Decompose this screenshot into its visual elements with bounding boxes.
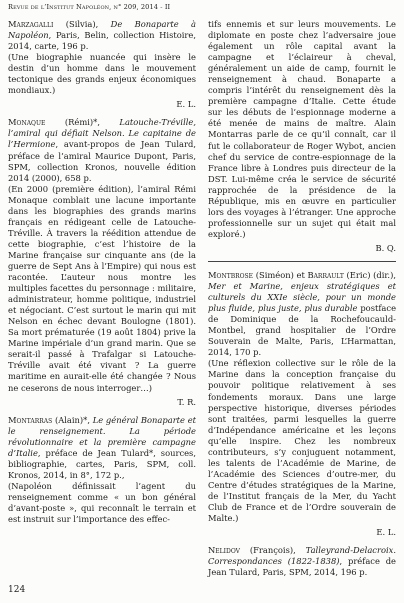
- review-entry-monaque: [8, 117, 196, 407]
- review-text: (Une réflexion collective sur le rôle de la Marine dans la conception française du pouvoir politique relativement à ses fondements moraux. Dans une large perspective historique, diverses périodes sont traitées, parmi lesquelles la guerre d’Indépendance américaine et les leçons qu’elle inspire. Chez les nombreux contributeurs, s’y conjuguent notamment, les talents de l’Académie de Marine, de l’Académie des Sciences d’outre-mer, du Centre d’études stratégiques de la Marine, de l’Institut français de la Mer, du Yacht Club de France et de l’Ordre souverain de Malte.): [208, 358, 396, 524]
- author-name: Nelidov: [208, 545, 240, 556]
- review-entry-montarras: [8, 415, 196, 525]
- entry-citation: [208, 545, 396, 578]
- co-author-first-name: (Eric) (dir.),: [346, 269, 396, 280]
- author-name: Marzagalli: [8, 19, 54, 29]
- entry-citation: [8, 19, 196, 52]
- book-title: Mer et Marine, enjeux stratégiques et culturels du XXIe siècle, pour un monde plus fluide, plus juste, plus durable: [208, 281, 396, 314]
- author-first-name: (Alain)*,: [54, 414, 90, 425]
- left-column: [8, 19, 196, 525]
- book-title: De Bonaparte à Napoléon: [8, 19, 197, 41]
- reviewer-signature: E. L.: [176, 99, 196, 110]
- review-entry-montbrose: [208, 270, 396, 538]
- co-author-name: Barrault: [307, 269, 344, 280]
- right-column: [208, 19, 396, 578]
- section-divider: [208, 261, 396, 262]
- entry-citation: [208, 270, 396, 358]
- author-name: Monaque: [8, 117, 46, 128]
- review-text: (Napoléon définissait l’agent du renseignement comme « un bon général d’avant-poste », qui reconnaît le terrain et est instruit sur l’importance des effec-: [8, 480, 196, 525]
- running-header: [8, 3, 398, 11]
- book-title: Latouche-Tréville, l’amiral qui défiait Nelson. Le capitaine de l’Hermione: [8, 117, 196, 150]
- page-number: 124: [8, 585, 26, 595]
- publication-details: , préface de Jean Tulard, Paris, SPM, 2014, 196 p.: [208, 556, 396, 578]
- review-text: (En 2000 (première édition), l’amiral Rémi Monaque comblait une lacune importante dans les biographies des grands marins français en rédigeant celle de Latouche-Tréville. À travers la réédition attendue de cette biographie, c’est l’histoire de la Marine française sur cinquante ans (de la guerre de Sept Ans à l’Empire) qui nous est racontée. L’auteur nous montre les multiples facettes du personnage : militaire, administrateur, homme politique, industriel et négociant. C’est surtout le marin qui mit Nelson en échec devant Boulogne (1801). Sa mort prématurée (19 août 1804) prive la Marine impériale d’un grand marin. Que se serait-il passé à Trafalgar si Latouche-Tréville avait été vivant ? La guerre maritime en aurait-elle été changée ? Nous ne ceserons de nous interroger…): [8, 183, 196, 393]
- publication-details: , préface de Jean Tulard*, sources, bibliographie, cartes, Paris, SPM, coll. Kronos, 2014, in 8°, 172 p.,: [8, 447, 196, 480]
- author-first-name: (François),: [249, 545, 296, 556]
- publication-details: postface de Dominique de la Rochefoucauld-Montbel, grand hospitalier de l’Ordre Souverain de Malte, Paris, L’Harmattan, 2014, 170 p.: [208, 303, 397, 358]
- journal-title: Revue de l’Institut Napoléon, n° 209,: [8, 3, 139, 11]
- author-first-name: (Silvia),: [65, 19, 99, 29]
- entry-citation: [8, 415, 196, 481]
- book-title: Talleyrand-Delacroix. Correspondances (1822-1838): [208, 545, 397, 567]
- author-first-name: (Rémi)*,: [64, 117, 100, 128]
- author-name: Montarras: [8, 414, 53, 425]
- reviewer-signature: T. R.: [177, 396, 196, 407]
- reviewer-signature: B. Q.: [375, 242, 396, 253]
- review-entry-marzagalli: [8, 19, 196, 110]
- header-separator: -: [160, 3, 163, 11]
- author-name: Montbrose: [208, 269, 254, 280]
- entry-citation: [8, 117, 196, 183]
- book-title: Le général Bonaparte et le renseignement. La période révolutionnaire et la première campagne d’Italie: [8, 414, 196, 458]
- review-text: tifs ennemis et sur leurs mouvements. Le diplomate en poste chez l’adversaire joue également un rôle capital avant la campagne et l’éclaireur à cheval, généralement un aide de camp, fournit le renseignement à chaud. Bonaparte a compris l’intérêt du renseignement dès la première campagne d’Italie. Cette étude sur les débuts de l’espionnage moderne a été menée de mains de maître. Alain Montarras parle de ce qu’il connaît, car il fut le collaborateur de Roger Wybot, ancien chef du service de contre-espionnage de la France libre à Londres puis directeur de la DST. Lui-même créa le service de sécurité rapprochée de la présidence de la République, mis en œuvre en particulier lors des voyages à l’étranger. Une approche professionnelle sur un sujet qui était mal exploré.): [208, 19, 396, 239]
- publication-details: , avant-propos de Jean Tulard, préface de l’amiral Maurice Dupont, Paris, SPM, collection Kronos, nouvelle édition 2014 (2000), 658 p.: [8, 139, 196, 183]
- journal-issue: II: [164, 3, 171, 11]
- journal-year: 2014: [140, 3, 159, 11]
- publication-details: , Paris, Belin, collection Histoire, 2014, carte, 196 p.: [8, 30, 196, 52]
- review-text: (Une biographie nuancée qui insère le destin d’un homme dans le mouvement tectonique des grands enjeux économiques mondiaux.): [8, 52, 196, 96]
- review-entry-nelidov: [208, 545, 396, 578]
- author-first-name: (Siméon) et: [255, 269, 305, 280]
- reviewer-signature: E. L.: [376, 527, 396, 538]
- review-entry-montarras-continued: [208, 19, 396, 254]
